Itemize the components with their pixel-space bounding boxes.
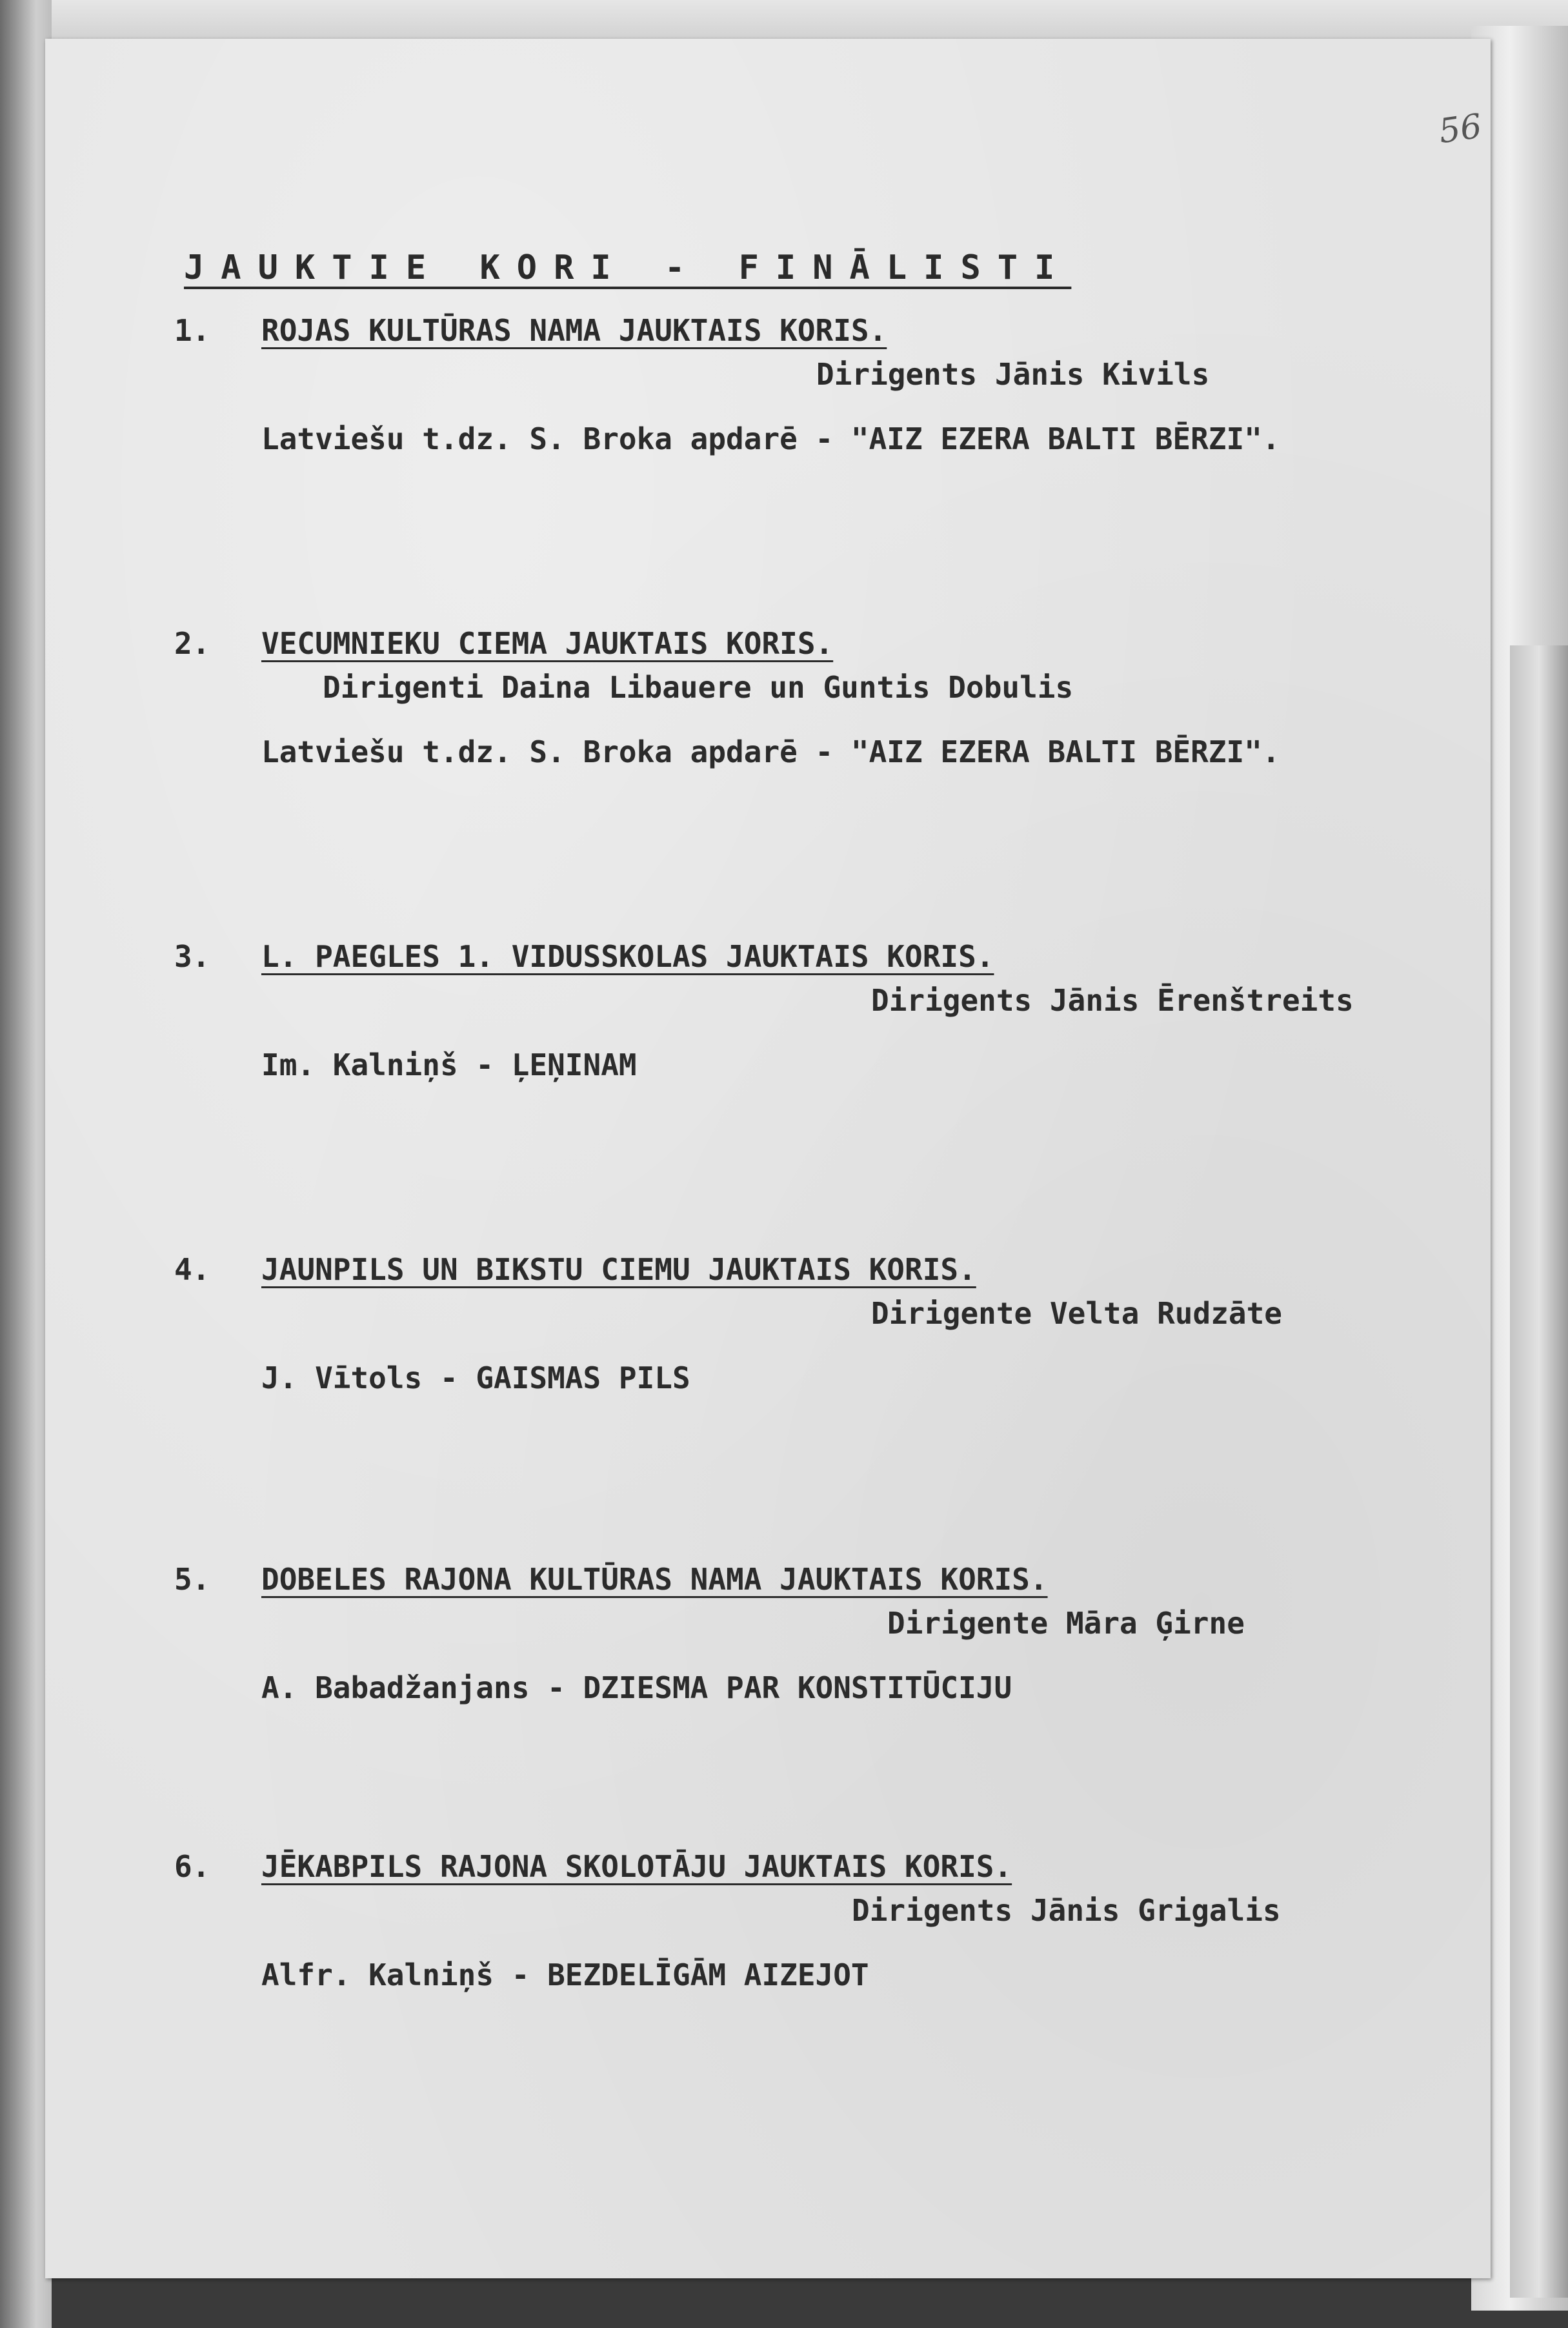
finalist-entry bbox=[123, 1252, 1478, 1446]
book-binding-shadow bbox=[0, 0, 52, 2328]
choir-name: JAUNPILS UN BIKSTU CIEMU JAUKTAIS KORIS. bbox=[261, 1252, 976, 1287]
piece-line: J. Vītols - GAISMAS PILS bbox=[261, 1361, 690, 1395]
choir-name: ROJAS KULTŪRAS NAMA JAUKTAIS KORIS. bbox=[261, 313, 887, 348]
conductor-line: Dirigente Velta Rudzāte bbox=[871, 1296, 1282, 1331]
finalist-entry bbox=[123, 1562, 1478, 1756]
entry-number: 1. bbox=[174, 313, 210, 348]
entry-number: 5. bbox=[174, 1562, 210, 1597]
conductor-line: Dirigenti Daina Libauere un Guntis Dobulis bbox=[323, 670, 1074, 705]
choir-name: VECUMNIEKU CIEMA JAUKTAIS KORIS. bbox=[261, 626, 834, 661]
handwritten-page-number: 56 bbox=[1436, 106, 1485, 152]
piece-line: A. Babadžanjans - DZIESMA PAR KONSTITŪCIJU bbox=[261, 1670, 1012, 1705]
entry-number: 4. bbox=[174, 1252, 210, 1287]
piece-line: Im. Kalniņš - ĻEŅINAM bbox=[261, 1048, 637, 1082]
underlying-sheet bbox=[1510, 645, 1568, 2298]
entry-number: 3. bbox=[174, 939, 210, 974]
page-title: JAUKTIE KORI - FINĀLISTI bbox=[184, 248, 1072, 287]
choir-name: L. PAEGLES 1. VIDUSSKOLAS JAUKTAIS KORIS. bbox=[261, 939, 994, 974]
finalist-entry bbox=[123, 1849, 1478, 2043]
entry-number: 2. bbox=[174, 626, 210, 661]
page-content bbox=[45, 39, 1491, 2278]
conductor-line: Dirigents Jānis Kivils bbox=[816, 357, 1210, 392]
finalist-entry bbox=[123, 626, 1478, 820]
choir-name: JĒKABPILS RAJONA SKOLOTĀJU JAUKTAIS KORIS. bbox=[261, 1849, 1012, 1884]
finalist-entry bbox=[123, 939, 1478, 1133]
finalist-entry bbox=[123, 313, 1478, 507]
piece-line: Latviešu t.dz. S. Broka apdarē - "AIZ EZERA BALTI BĒRZI". bbox=[261, 421, 1280, 456]
entry-number: 6. bbox=[174, 1849, 210, 1884]
typewritten-page bbox=[45, 39, 1491, 2278]
conductor-line: Dirigents Jānis Ērenštreits bbox=[871, 983, 1354, 1018]
choir-name: DOBELES RAJONA KULTŪRAS NAMA JAUKTAIS KORIS. bbox=[261, 1562, 1048, 1597]
piece-line: Alfr. Kalniņš - BEZDELĪGĀM AIZEJOT bbox=[261, 1958, 869, 1992]
conductor-line: Dirigents Jānis Grigalis bbox=[852, 1893, 1281, 1928]
piece-line: Latviešu t.dz. S. Broka apdarē - "AIZ EZERA BALTI BĒRZI". bbox=[261, 734, 1280, 769]
conductor-line: Dirigente Māra Ģirne bbox=[887, 1606, 1245, 1641]
